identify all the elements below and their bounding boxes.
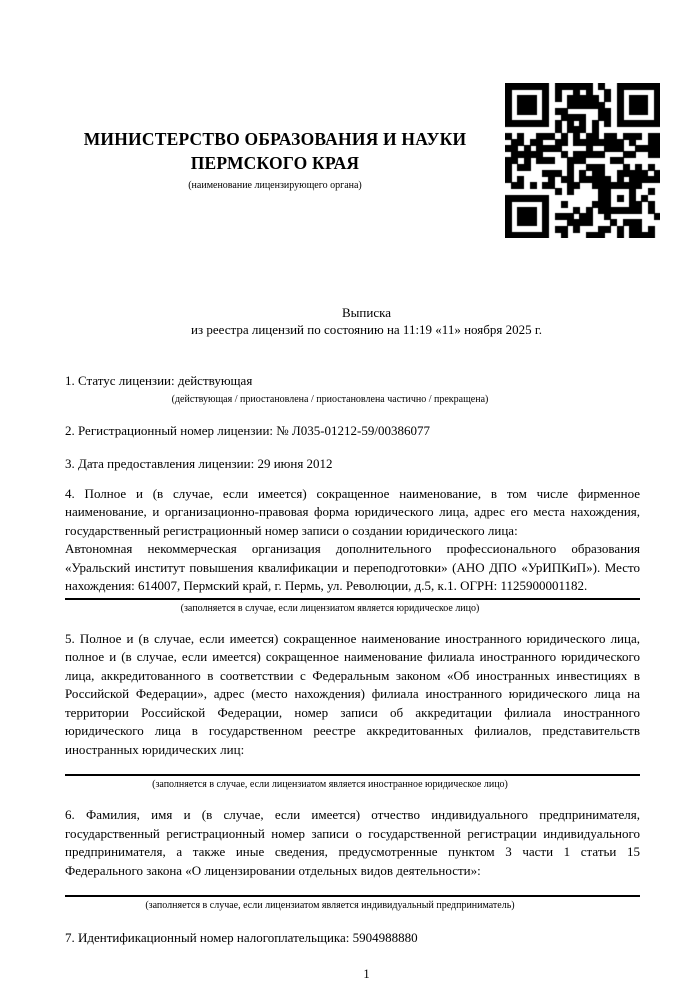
entrepreneur-question: 6. Фамилия, имя и (в случае, если имеется) отчество индивидуального предпринимателя, государственный регистрационный номер записи о государственной регистрации индивидуального предпринимателя, а также иные сведения, предусмотренные пунктом 3 части 1 статьи 15 Федерального закона «О лицензировании отдельных видов деятельности»: <box>65 807 640 878</box>
entrepreneur-caption: (заполняется в случае, если лицензиатом является индивидуальный предприниматель) <box>145 900 515 911</box>
legal-entity-fill-line <box>65 598 640 600</box>
extract-title-block <box>93 304 640 338</box>
foreign-entity-caption: (заполняется в случае, если лицензиатом является иностранное юридическое лицо) <box>152 779 508 790</box>
inn-section <box>65 929 640 948</box>
extract-title: Выписка <box>342 305 391 320</box>
page-number: 1 <box>363 966 370 981</box>
ministry-header <box>65 127 485 192</box>
extract-subtitle: из реестра лицензий по состоянию на 11:19 «11» ноября 2025 г. <box>191 322 542 337</box>
legal-entity-section <box>65 485 640 615</box>
foreign-entity-blank-answer <box>65 759 640 772</box>
extract-body <box>65 372 640 948</box>
registration-number-text: 2. Регистрационный номер лицензии: № Л035-01212-59/00386077 <box>65 422 431 438</box>
legal-entity-caption: (заполняется в случае, если лицензиатом является юридическое лицо) <box>180 602 480 614</box>
legal-entity-answer: Автономная некоммерческая организация дополнительного профессионального образования «Уральский институт повышения квалификации и переподготовки» (АНО ДПО «УрИПКиП»). Место нахождения: 614007, Пермский край, г. Пермь, ул. Революции, д.5, к.1. ОГРН: 1125900001182. <box>65 541 640 593</box>
foreign-entity-section <box>65 630 640 792</box>
registration-number-section <box>65 422 640 441</box>
ministry-name-line2: ПЕРМСКОГО КРАЯ <box>190 153 360 173</box>
foreign-entity-fill-line <box>65 774 640 776</box>
licensing-authority-caption: (наименование лицензирующего органа) <box>188 180 362 191</box>
license-status-text: 1. Статус лицензии: действующая <box>65 373 253 388</box>
entrepreneur-blank-answer <box>65 880 640 893</box>
legal-entity-question: 4. Полное и (в случае, если имеется) сокращенное наименование, в том числе фирменное наименование, и организационно-правовая форма юридического лица, адрес его места нахождения, государственный регистрационный номер записи о создании юридического лица: <box>65 485 640 538</box>
inn-text: 7. Идентификационный номер налогоплательщика: 5904988880 <box>65 930 418 945</box>
license-status-section <box>65 372 640 406</box>
license-status-caption: (действующая / приостановлена / приостановлена частично / прекращена) <box>171 393 489 405</box>
grant-date-section <box>65 455 640 474</box>
entrepreneur-fill-line <box>65 895 640 897</box>
ministry-name-line1: МИНИСТЕРСТВО ОБРАЗОВАНИЯ И НАУКИ <box>83 129 467 149</box>
entrepreneur-section <box>65 806 640 912</box>
qr-code-icon <box>505 83 660 238</box>
grant-date-text: 3. Дата предоставления лицензии: 29 июня 2012 <box>65 456 333 471</box>
foreign-entity-question: 5. Полное и (в случае, если имеется) сокращенное наименование иностранного юридического лица, полное и (в случае, если имеется) сокращенное наименование филиала иностранного юридического лица, аккредитованного в соответствии с Федеральным законом «Об иностранных инвестициях в Российской Федерации», адрес (место нахождения) филиала иностранного юридического лица на территории Российской Федерации, номер записи об аккредитации филиала иностранного юридического лица в государственном реестре аккредитованных филиалов, представительств иностранных юридических лиц: <box>65 630 640 757</box>
